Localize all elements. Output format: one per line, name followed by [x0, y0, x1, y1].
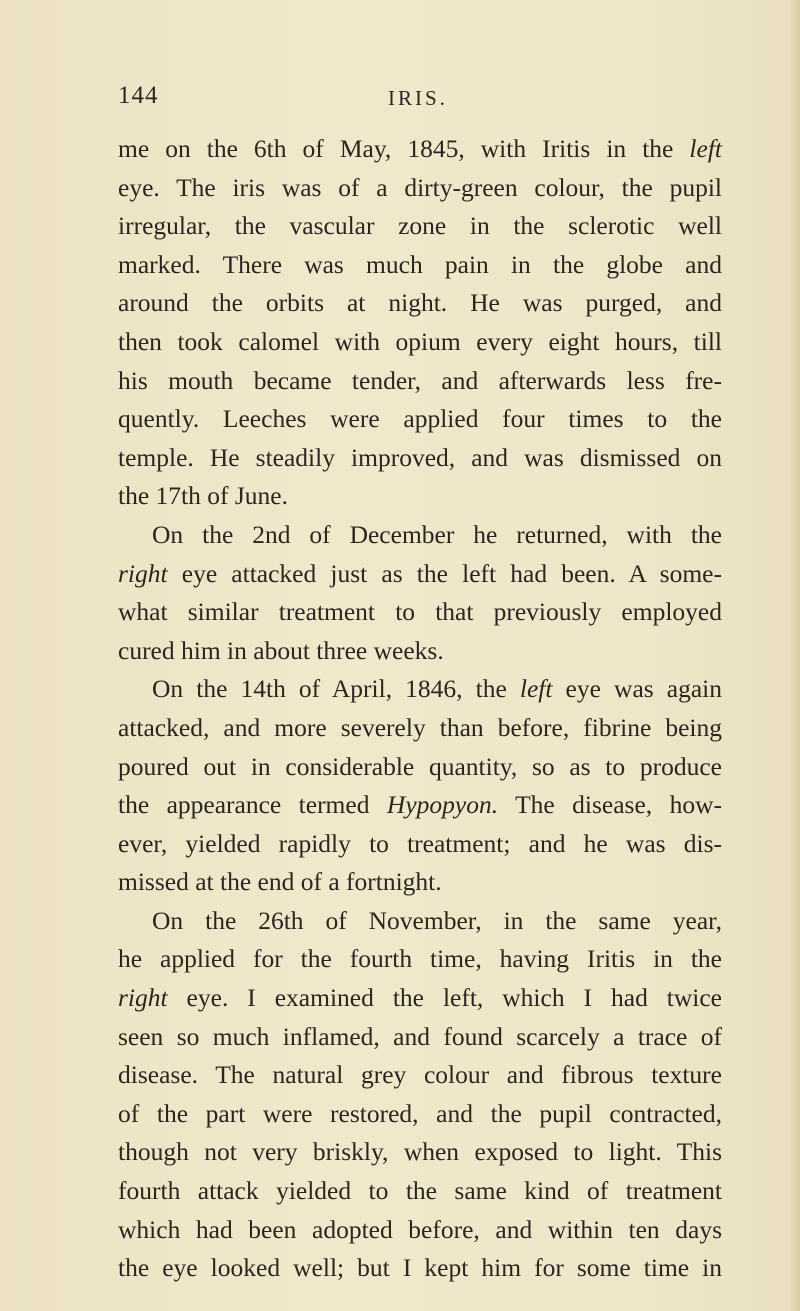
text-span: me on the 6th of May, 1845, with Iritis in the	[118, 134, 690, 163]
text-line	[118, 169, 722, 208]
text-line	[118, 1056, 722, 1095]
text-span: though not very briskly, when exposed to light. This	[118, 1137, 722, 1167]
text-line	[118, 323, 722, 362]
italic-text: left	[519, 674, 553, 704]
text-line	[118, 130, 722, 169]
text-span: disease. The natural grey colour and fibrous texture	[118, 1060, 722, 1090]
text-span: the 17th of June.	[118, 481, 288, 511]
italic-text: Hypopyon.	[386, 790, 499, 820]
text-line	[118, 1133, 722, 1172]
text-span: of the part were restored, and the pupil contracted,	[118, 1098, 722, 1128]
text-line	[118, 593, 722, 632]
text-line	[118, 786, 722, 825]
text-line	[118, 632, 722, 671]
running-title: IRIS.	[388, 86, 448, 110]
text-span: eye. The iris was of a dirty-green colour, the pupil	[118, 172, 722, 202]
text-line	[118, 516, 722, 555]
text-line	[118, 902, 722, 941]
text-span: The disease, how-	[498, 790, 722, 820]
text-span: cured him in about three weeks.	[118, 635, 444, 665]
text-line	[118, 940, 722, 979]
text-span: irregular, the vascular zone in the sclerotic well	[118, 211, 722, 241]
text-span: eye attacked just as the left had been. A some-	[167, 558, 722, 588]
text-span: his mouth became tender, and afterwards less fre-	[118, 365, 722, 395]
text-line	[118, 207, 722, 246]
text-line	[118, 1018, 722, 1057]
text-span: the appearance termed	[118, 790, 387, 820]
text-span: seen so much inflamed, and found scarcely a trace of	[118, 1021, 722, 1051]
text-span: then took calomel with opium every eight hours, till	[118, 326, 722, 356]
text-line	[118, 979, 722, 1018]
text-span: missed at the end of a fortnight.	[118, 867, 442, 897]
text-span: On the 14th of April, 1846, the	[152, 674, 520, 704]
text-span: what similar treatment to that previously employed	[118, 597, 722, 627]
italic-text: left	[689, 134, 722, 163]
text-span: marked. There was much pain in the globe and	[118, 249, 722, 279]
text-line	[118, 1095, 722, 1134]
text-line	[118, 709, 722, 748]
text-span: the eye looked well; but I kept him for some time in	[118, 1253, 722, 1283]
text-line	[118, 477, 722, 516]
text-line	[118, 555, 722, 594]
text-line	[118, 362, 722, 401]
text-span: fourth attack yielded to the same kind of treatment	[118, 1176, 722, 1206]
text-line	[118, 1172, 722, 1211]
text-line	[118, 825, 722, 864]
text-line	[118, 284, 722, 323]
text-span: attacked, and more severely than before, fibrine being	[118, 712, 722, 742]
body-text	[118, 130, 722, 1288]
italic-text: right	[118, 558, 168, 588]
text-line	[118, 863, 722, 902]
text-span: temple. He steadily improved, and was dismissed on	[118, 442, 722, 472]
text-line	[118, 1211, 722, 1250]
text-line	[118, 1249, 722, 1288]
page-edge	[790, 0, 800, 1311]
text-span: On the 2nd of December he returned, with the	[152, 519, 722, 549]
text-span: around the orbits at night. He was purged, and	[118, 288, 722, 318]
text-line	[118, 439, 722, 478]
text-span: ever, yielded rapidly to treatment; and he was dis-	[118, 828, 722, 858]
text-span: he applied for the fourth time, having Iritis in the	[118, 944, 722, 974]
italic-text: right	[118, 983, 168, 1013]
text-span: quently. Leeches were applied four times to the	[118, 404, 722, 434]
text-line	[118, 400, 722, 439]
text-span: poured out in considerable quantity, so as to produce	[118, 751, 722, 781]
running-head	[118, 82, 722, 122]
text-span: eye. I examined the left, which I had twice	[167, 983, 722, 1013]
page-number: 144	[118, 82, 159, 109]
text-line	[118, 670, 722, 709]
text-span: On the 26th of November, in the same year,	[152, 905, 722, 935]
text-line	[118, 748, 722, 787]
text-span: which had been adopted before, and within ten days	[118, 1214, 722, 1244]
text-line	[118, 246, 722, 285]
text-span: eye was again	[552, 674, 722, 704]
